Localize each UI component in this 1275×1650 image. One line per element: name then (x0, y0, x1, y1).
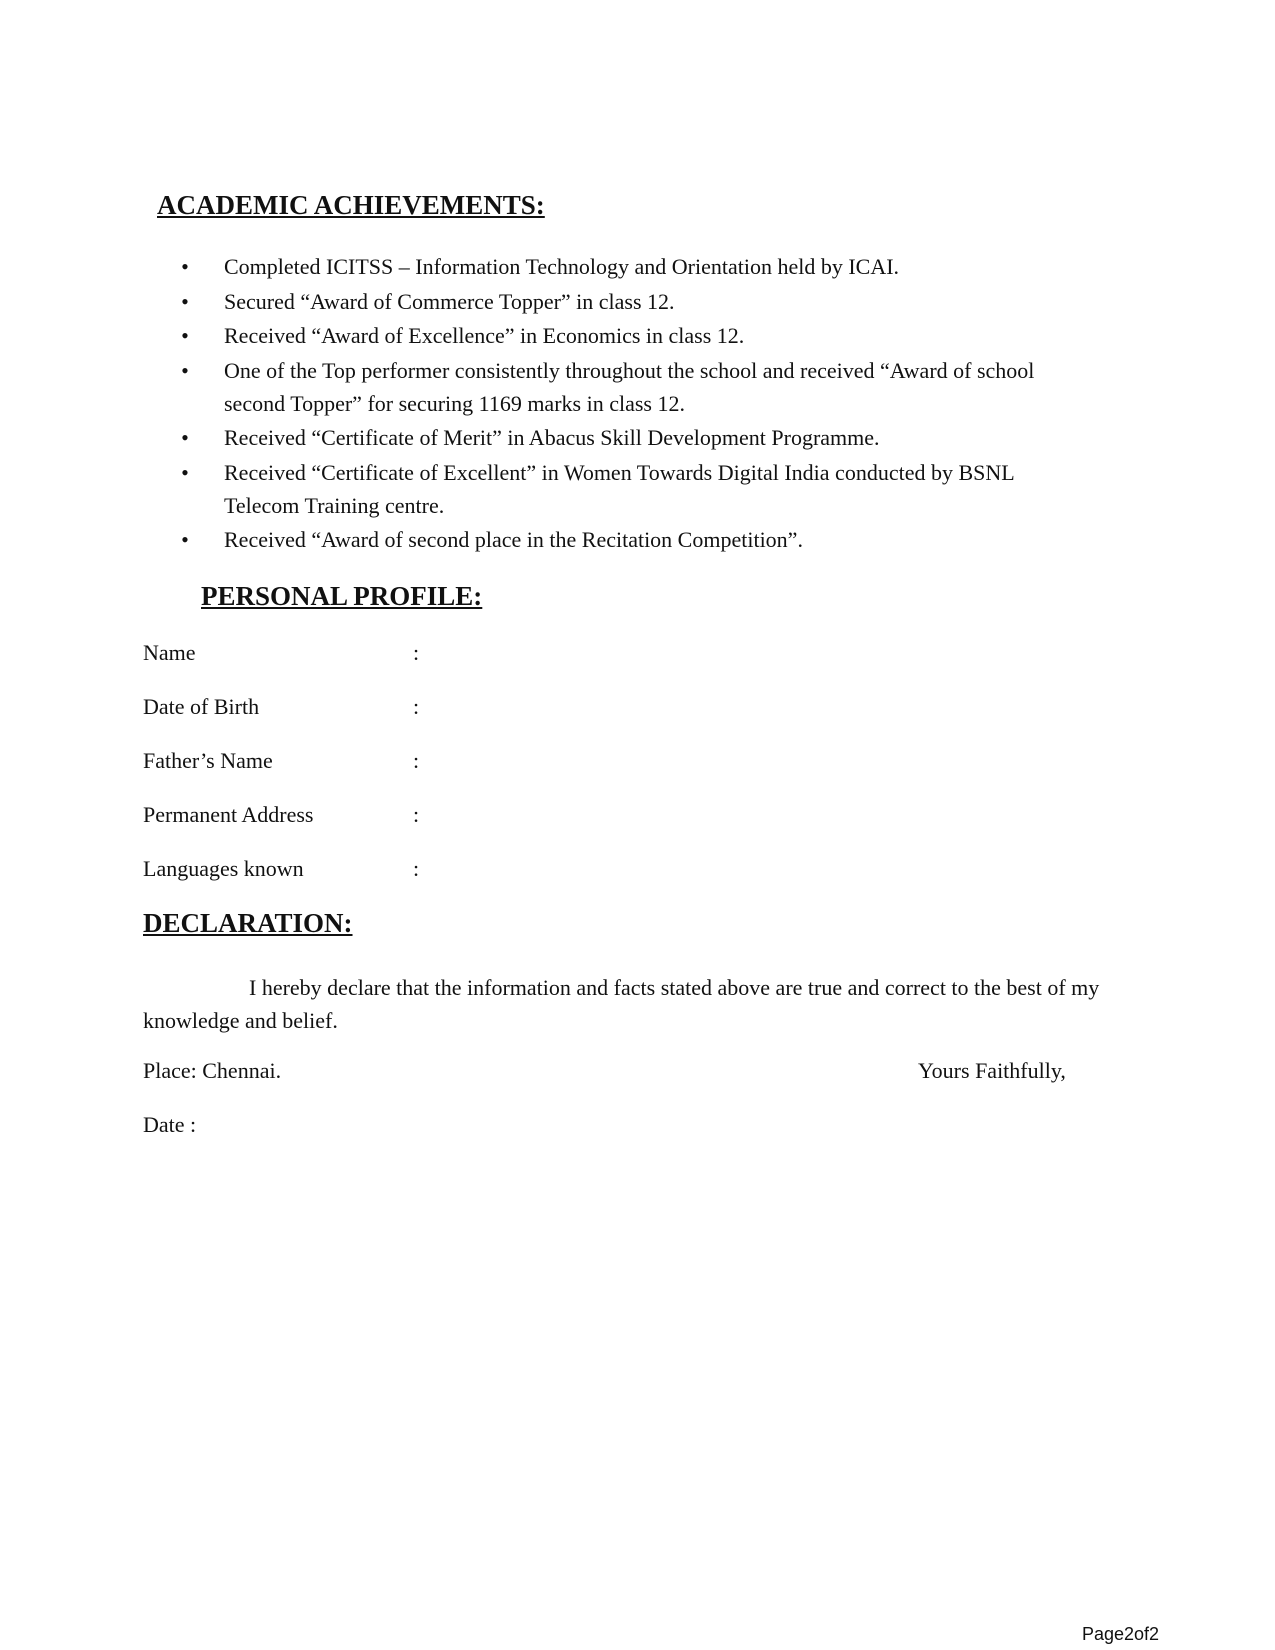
bullet-icon: • (181, 425, 189, 450)
profile-label: Permanent Address (143, 802, 314, 827)
list-item: • Secured “Award of Commerce Topper” in class 12. (178, 285, 1078, 318)
profile-label: Name (143, 640, 196, 665)
bullet-icon: • (181, 254, 189, 279)
date-line: Date : (143, 1112, 197, 1137)
bullet-icon: • (181, 288, 189, 314)
profile-label: Date of Birth (143, 694, 260, 719)
place-line: Place: Chennai. (143, 1058, 282, 1083)
profile-row-fathers-name (143, 748, 419, 774)
profile-separator: : (413, 856, 420, 881)
achievements-list (178, 250, 1078, 558)
profile-separator: : (413, 694, 420, 719)
profile-row-name (143, 640, 419, 666)
achievements-heading: ACADEMIC ACHIEVEMENTS: (157, 190, 545, 220)
profile-row-permanent-address (143, 802, 419, 828)
list-item: • Received “Award of Excellence” in Economics in class 12. (178, 319, 1078, 352)
bullet-icon: • (181, 323, 189, 348)
list-item: • One of the Top performer consistently throughout the school and received “Award of school second Topper” for securing 1169 marks in class 12. (178, 354, 1078, 420)
declaration-heading: DECLARATION: (143, 908, 353, 938)
list-item: • Received “Award of second place in the Recitation Competition”. (178, 523, 1078, 556)
profile-separator: : (413, 640, 420, 665)
bullet-icon: • (181, 357, 189, 383)
profile-label: Father’s Name (143, 748, 273, 773)
bullet-icon: • (181, 459, 189, 485)
page-number: Page2of2 (1082, 1624, 1160, 1644)
list-item: • Received “Certificate of Merit” in Abacus Skill Development Programme. (178, 421, 1078, 454)
list-item: • Received “Certificate of Excellent” in Women Towards Digital India conducted by BSNL Telecom Training centre. (178, 456, 1078, 522)
declaration-text: I hereby declare that the information and facts stated above are true and correct to the best of my knowledge and belief. (143, 975, 1100, 1033)
list-item: • Completed ICITSS – Information Technology and Orientation held by ICAI. (178, 250, 1078, 283)
closing-signoff: Yours Faithfully, (918, 1058, 1066, 1083)
profile-row-languages-known (143, 856, 419, 882)
bullet-icon: • (181, 527, 189, 552)
profile-separator: : (413, 802, 420, 827)
profile-heading: PERSONAL PROFILE: (201, 581, 483, 611)
profile-row-date-of-birth (143, 694, 419, 720)
profile-label: Languages known (143, 856, 304, 881)
profile-separator: : (413, 748, 420, 773)
